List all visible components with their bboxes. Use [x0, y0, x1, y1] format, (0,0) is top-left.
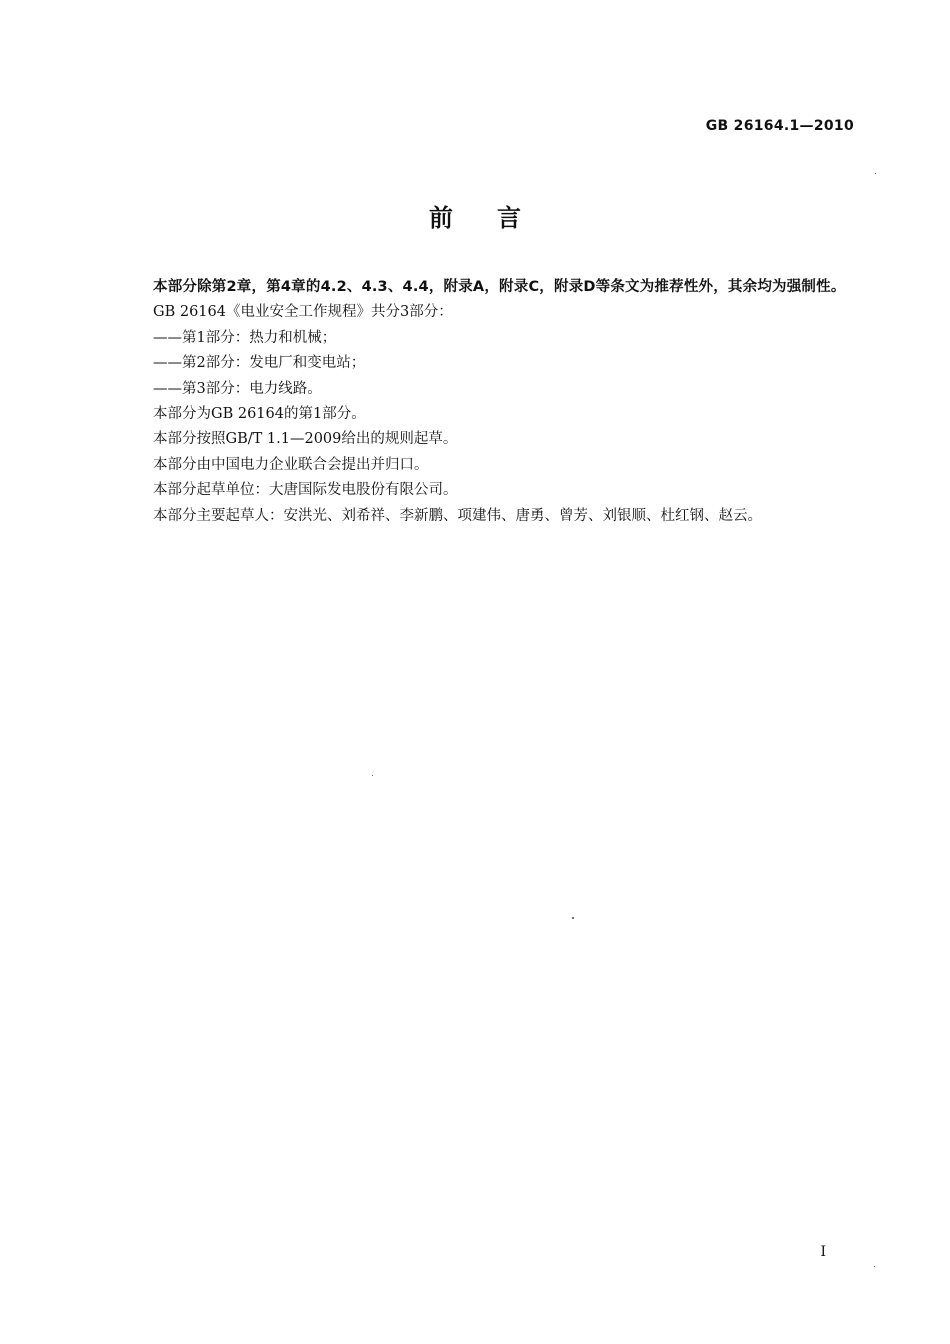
- paragraph-parts-intro: GB 26164《电业安全工作规程》共分3部分：: [153, 304, 453, 321]
- scan-speck: [874, 1266, 875, 1267]
- list-item-part-1: ——第1部分：热力和机械；: [153, 329, 337, 346]
- paragraph-drafting-rules: 本部分按照GB/T 1.1—2009给出的规则起草。: [153, 431, 458, 448]
- page-title: 前言: [429, 204, 565, 232]
- list-item-part-3: ——第3部分：电力线路。: [153, 380, 322, 397]
- scan-speck: [875, 173, 876, 174]
- foreword-body: [122, 275, 857, 529]
- page-number: I: [820, 1244, 826, 1260]
- document-code: GB 26164.1—2010: [705, 118, 854, 134]
- paragraph-this-part: 本部分为GB 26164的第1部分。: [153, 406, 366, 423]
- paragraph-drafting-unit: 本部分起草单位：大唐国际发电股份有限公司。: [153, 482, 458, 499]
- paragraph-drafters: 本部分主要起草人：安洪光、刘希祥、李新鹏、项建伟、唐勇、曾芳、刘银顺、杜红钢、赵云。: [153, 507, 762, 524]
- scan-speck: [572, 917, 574, 919]
- paragraph-mandatory-clauses: 本部分除第2章，第4章的4.2、4.3、4.4，附录A，附录C，附录D等条文为推荐性外，其余均为强制性。: [153, 279, 846, 295]
- scan-speck: [372, 775, 373, 776]
- paragraph-proposer: 本部分由中国电力企业联合会提出并归口。: [153, 456, 429, 473]
- list-item-part-2: ——第2部分：发电厂和变电站；: [153, 355, 366, 372]
